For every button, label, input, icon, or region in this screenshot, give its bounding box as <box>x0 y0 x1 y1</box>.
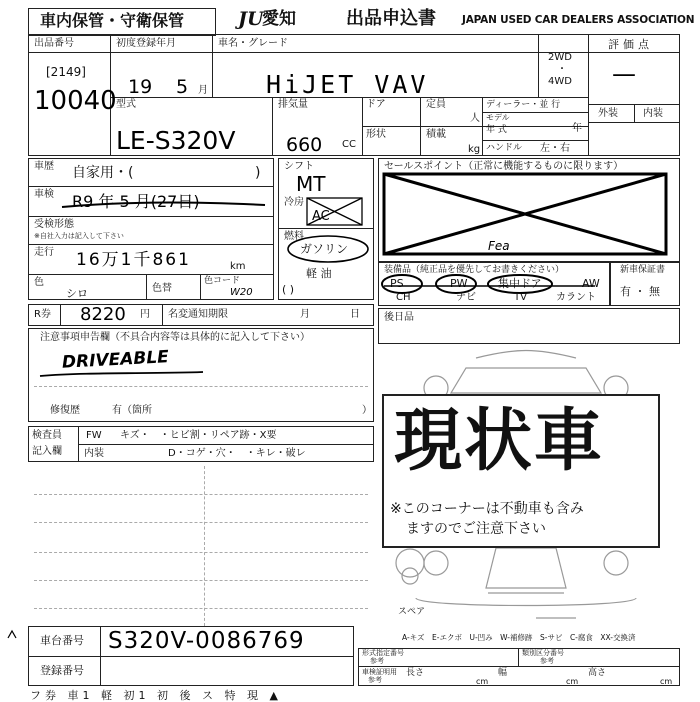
repair-close: ） <box>362 405 372 416</box>
drive-2wd: 2WD <box>548 52 572 63</box>
registration-month: 5 <box>176 76 189 98</box>
length-unit: cm <box>476 677 489 686</box>
model-value: LE-S320V <box>116 126 236 155</box>
lot-number: 10040 <box>34 86 117 116</box>
equip-other: カラント <box>556 292 596 303</box>
footer-row: フ券 車1 軽 初1 初 後 ス 特 現 ▲ <box>30 689 282 702</box>
notes-value: DRIVEABLE <box>61 347 170 373</box>
bottom-specs-block <box>358 648 680 686</box>
chassis-label: 車台番号 <box>40 634 84 647</box>
inspection-strike <box>60 198 270 212</box>
color-value: シロ <box>66 287 88 300</box>
registration-number-label: 登録番号 <box>40 664 84 677</box>
vehicle-label: 車名・グレード <box>218 38 288 49</box>
notice-big-label: 現状車 <box>394 402 605 481</box>
transfer-label: 名変通知期限 <box>168 309 228 320</box>
color-code-label: 色コード <box>204 276 241 286</box>
exterior-label: 外装 <box>598 108 618 119</box>
inspection-value: R9 年 5 月(27日) <box>72 192 200 211</box>
equip-ps: PS <box>390 277 404 290</box>
insurance-label: 新車保証書 <box>620 265 666 275</box>
height-unit: cm <box>660 677 673 686</box>
registration-month-unit: 月 <box>198 85 208 96</box>
history-close: ) <box>255 165 261 181</box>
lot-sub-number: [2149] <box>46 65 86 79</box>
form-spec-ref: 参考 <box>370 657 384 665</box>
sales-points-label: セールスポイント（正常に機能するものに限ります） <box>384 161 624 172</box>
history-value: 自家用・( <box>72 165 134 181</box>
class-spec-label: 類別区分番号 <box>522 649 564 657</box>
cert-label: 車検証明用 <box>362 668 397 676</box>
spare-label: スペア <box>398 607 426 617</box>
vehicle-name: HiJET VAV <box>266 70 429 99</box>
org-name: 愛知 <box>262 9 296 29</box>
displacement-value: 660 <box>286 134 323 156</box>
notice-text-2: ますのでご注意下さい <box>406 521 546 537</box>
grade-score: — <box>612 60 636 88</box>
inspection-label: 車検 <box>34 189 54 200</box>
transfer-month: 月 <box>300 309 310 320</box>
history-label: 車歴 <box>34 161 54 172</box>
chassis-value: S320V-0086769 <box>108 628 305 654</box>
repair-value: 有（箇所 <box>112 405 152 416</box>
capacity-unit: 人 <box>470 113 480 124</box>
recycle-unit: 円 <box>140 309 150 320</box>
stray-mark <box>6 628 20 642</box>
mileage-value: 16万1千861 <box>76 250 191 270</box>
rear-items-label: 後日品 <box>384 312 414 323</box>
damage-legend: A-キズ E-エクボ U-凹み W-補修跡 S-サビ C-腐食 XX-交換済 <box>402 633 636 642</box>
storage-label: 車内保管・守衛保管 <box>40 11 185 30</box>
width-unit: cm <box>566 677 579 686</box>
inspector-row2: D・コゲ・穴・ ・キレ・破レ <box>168 448 306 459</box>
equip-ch: CH <box>396 292 411 303</box>
ju-logo-mark: JU <box>238 8 264 30</box>
form-spec-label: 形式指定番号 <box>362 649 404 657</box>
registration-label: 初度登録年月 <box>116 38 176 49</box>
cooling-label: 冷房 <box>284 197 304 208</box>
lot-label: 出品番号 <box>34 38 74 49</box>
transfer-day: 日 <box>350 309 360 320</box>
displacement-unit: CC <box>342 139 356 150</box>
accepted-form-label: 受検形態 <box>34 219 74 230</box>
inspector-fw: FW <box>86 430 102 441</box>
notes-underline <box>38 370 208 380</box>
rear-items-block <box>378 308 680 344</box>
fuel-label: 燃料 <box>284 231 304 242</box>
handle-options: 左・右 <box>540 143 570 154</box>
equipment-label: 装備品（純正品を優先してお書きください） <box>384 265 565 275</box>
equip-navi: ナビ <box>456 292 476 303</box>
association-name: JAPAN USED CAR DEALERS ASSOCIATION <box>462 14 695 26</box>
inspector-interior: 内装 <box>84 448 104 459</box>
shift-value: MT <box>296 172 326 196</box>
color-label: 色 <box>34 277 44 288</box>
cooling-value: AC <box>312 209 330 224</box>
model-year-unit: 年 <box>572 123 582 134</box>
drive-dot: ・ <box>557 64 567 75</box>
insurance-options: 有 ・ 無 <box>620 285 660 298</box>
inspector-label-1: 検査員 <box>32 430 62 441</box>
equipment-circles <box>380 272 610 294</box>
equipment-note: Fea <box>488 239 510 253</box>
model-year-label1: モデル <box>486 113 510 122</box>
equip-tv: TV <box>514 292 527 303</box>
color-change-label: 色替 <box>152 283 172 294</box>
form-title: 出品申込書 <box>346 8 436 29</box>
notes-label: 注意事項申告欄（不具合内容等は具体的に記入して下さい） <box>40 332 310 343</box>
sales-points-cross <box>382 172 672 258</box>
equip-aw: AW <box>582 277 600 290</box>
inspector-label-2: 記入欄 <box>32 446 62 457</box>
color-code-value: W20 <box>230 287 253 298</box>
capacity-label: 定員 <box>426 99 446 110</box>
load-label: 積載 <box>426 129 446 140</box>
model-label: 型式 <box>116 99 136 110</box>
equip-central-lock: 集中ドア <box>498 277 542 290</box>
fuel-paren: ( ) <box>282 283 295 296</box>
equip-pw: PW <box>450 277 468 290</box>
grade-label: 評価点 <box>608 38 653 51</box>
width-label: 幅 <box>498 668 508 678</box>
recycle-label: R券 <box>34 309 51 320</box>
registration-year: 19 <box>128 76 153 98</box>
dealer-import-label: ディーラー・並 行 <box>486 100 561 110</box>
displacement-label: 排気量 <box>278 99 308 110</box>
mileage-label: 走行 <box>34 247 54 258</box>
inspector-row1: キズ・ ・ヒビ割・リペア跡・X要 <box>120 430 277 441</box>
equipment-row2 <box>386 293 606 305</box>
interior-label: 内装 <box>643 108 663 119</box>
handle-label: ハンドル <box>486 143 523 153</box>
height-label: 高さ <box>588 668 607 678</box>
doors-label: ドア <box>366 99 386 110</box>
load-unit: kg <box>468 144 481 155</box>
recycle-value: 8220 <box>80 304 126 325</box>
model-year-label2: 年 式 <box>486 125 507 135</box>
mileage-unit: km <box>230 261 246 272</box>
accepted-form-note: ※自社入力は記入して下さい <box>34 232 124 240</box>
cert-ref: 参考 <box>368 676 382 684</box>
cooling-strike-box <box>306 197 366 227</box>
notice-text-1: ※このコーナーは不動車も含み <box>390 501 584 517</box>
drive-4wd: 4WD <box>548 76 572 87</box>
fuel-diesel: 軽 油 <box>306 267 332 280</box>
length-label: 長さ <box>406 668 425 678</box>
fuel-value: ガソリン <box>300 242 349 256</box>
fuel-circle <box>284 231 370 264</box>
shape-label: 形状 <box>366 129 386 140</box>
repair-label: 修復歴 <box>50 405 80 416</box>
shift-label: シフト <box>284 161 314 172</box>
class-spec-ref: 参考 <box>540 657 554 665</box>
